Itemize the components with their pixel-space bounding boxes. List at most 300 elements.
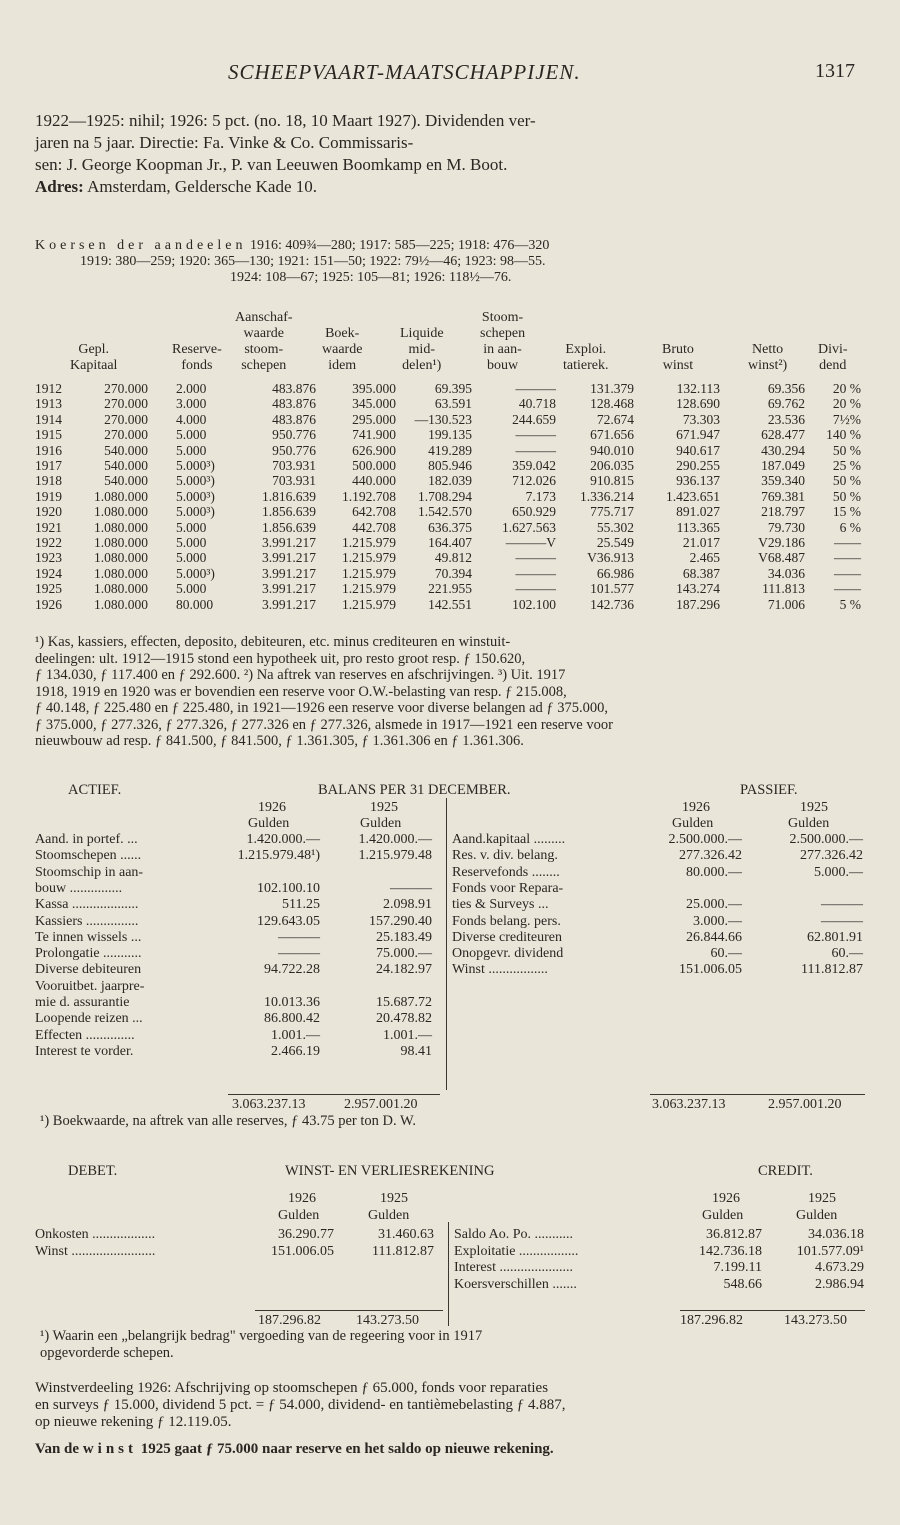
stats-cell-netto: 218.797	[761, 504, 805, 520]
col-header-aanschaf: Aanschaf- waarde stoom- schepen	[235, 310, 293, 373]
stats-cell-boekwaarde: 500.000	[352, 458, 396, 473]
stats-cell-aanschaf: 950.776	[272, 442, 316, 458]
stats-cell-kapitaal: 1.080.000	[94, 535, 148, 550]
stats-cell-kapitaal: 270.000	[104, 427, 148, 443]
stats-cell-boekwaarde: 395.000	[352, 381, 396, 396]
stats-cell-kapitaal: 270.000	[104, 396, 148, 412]
winst-note-line-2: opgevorderde schepen.	[40, 1345, 174, 1361]
stats-cell-dividend: 5 %	[839, 596, 861, 612]
winst-right-label: Saldo Ao. Po. ...........	[454, 1227, 574, 1242]
stats-cell-liquide: 182.039	[428, 473, 472, 489]
stats-cell-aanschaf: 1.856.639	[262, 519, 316, 535]
winst-right-1925: 34.036.18	[808, 1227, 864, 1242]
stats-cell-netto: 71.006	[767, 596, 805, 612]
stats-cell-year: 1926	[35, 596, 62, 612]
intro-paragraph	[35, 110, 865, 198]
winst-debet-label: DEBET.	[68, 1163, 118, 1179]
balans-left-1925: 20.478.82	[376, 1011, 432, 1027]
balans-right-1926: 2.500.000.—	[668, 832, 742, 847]
balans-right-1925: 2.500.000.—	[789, 832, 863, 847]
stats-cell-dividend: 15 %	[832, 504, 861, 520]
stats-note-line: ƒ 375.000, ƒ 277.326, ƒ 277.326, ƒ 277.326 en ƒ 277.326, alsmede in 1917—1921 een reserve voor	[35, 716, 613, 733]
stats-cell-exploitatie: V36.913	[587, 550, 634, 566]
stats-cell-netto: 69.356	[767, 381, 805, 396]
stats-cell-exploitatie: 66.986	[596, 565, 634, 581]
stats-cell-liquide: 1.708.294	[418, 488, 472, 504]
stats-cell-aanschaf: 483.876	[272, 396, 316, 412]
stats-cell-aanschaf: 1.816.639	[262, 488, 316, 504]
stats-cell-dividend: ——	[834, 565, 861, 581]
stats-cell-year: 1921	[35, 519, 62, 535]
stats-cell-boekwaarde: 442.708	[352, 519, 396, 535]
balans-left-1926: ———	[278, 946, 320, 962]
winst-right-1926: 548.66	[723, 1276, 762, 1292]
stats-cell-boekwaarde: 1.215.979	[342, 596, 396, 612]
balans-left-year1: 1926	[258, 800, 286, 815]
stats-note-line: deelingen: ult. 1912—1915 stond een hypotheek uit, pro resto groot resp. ƒ 150.620,	[35, 650, 526, 667]
balans-left-label: mie d. assurantie	[35, 995, 130, 1010]
winst-credit-label: CREDIT.	[758, 1163, 813, 1179]
stats-cell-exploitatie: 55.302	[596, 519, 634, 535]
stats-cell-year: 1922	[35, 535, 62, 550]
stats-cell-year: 1919	[35, 488, 62, 504]
stats-cell-exploitatie: 72.674	[596, 411, 634, 427]
balans-left-1925: ———	[390, 880, 432, 896]
stats-cell-kapitaal: 1.080.000	[94, 504, 148, 520]
stats-cell-aanbouw: ———	[515, 427, 556, 443]
stats-cell-year: 1915	[35, 427, 62, 443]
balans-right-unit2: Gulden	[788, 816, 830, 831]
stats-cell-liquide: 221.955	[428, 581, 472, 597]
winst-right-1925: 2.986.94	[815, 1276, 864, 1292]
balans-left-label: Vooruitbet. jaarpre-	[35, 978, 145, 994]
stats-cell-reserve: 5.000	[176, 442, 207, 458]
balans-left-1926: 10.013.36	[264, 995, 320, 1010]
balans-left-1925: 15.687.72	[376, 995, 432, 1010]
winst-right-label: Exploitatie .................	[454, 1243, 579, 1259]
stats-cell-reserve: 4.000	[176, 411, 207, 427]
koersen-values-1: 1916: 409¾—280; 1917: 585—225; 1918: 476—320	[249, 238, 550, 253]
stats-cell-boekwaarde: 741.900	[352, 427, 396, 443]
balans-right-label: Diverse crediteuren	[452, 929, 562, 945]
final-line	[35, 1441, 865, 1458]
stats-cell-reserve: 5.000³)	[176, 473, 215, 489]
stats-cell-liquide: 49.812	[434, 550, 472, 566]
stats-cell-netto: V68.487	[758, 550, 805, 566]
intro-line-3: sen: J. George Koopman Jr., P. van Leeuwen Boomkamp en M. Boot.	[35, 155, 508, 174]
winst-divider	[448, 1222, 449, 1326]
stats-cell-boekwaarde: 1.192.708	[342, 488, 396, 504]
balans-left-unit2: Gulden	[360, 816, 402, 831]
stats-cell-reserve: 3.000	[176, 396, 207, 412]
stats-cell-netto: V29.186	[758, 535, 805, 550]
stats-cell-dividend: 50 %	[832, 488, 861, 504]
balans-left-1926: 1.420.000.—	[246, 832, 320, 847]
stats-cell-reserve: 5.000³)	[176, 565, 215, 581]
stats-cell-exploitatie: 671.656	[590, 427, 634, 443]
stats-cell-dividend: 50 %	[832, 473, 861, 489]
stats-cell-netto: 34.036	[767, 565, 805, 581]
intro-line-2: jaren na 5 jaar. Directie: Fa. Vinke & Co. Commissaris-	[35, 133, 414, 152]
stats-cell-dividend: ——	[834, 581, 861, 597]
balans-left-label: Diverse debiteuren	[35, 962, 142, 978]
winst-total-right-1925: 143.273.50	[784, 1313, 847, 1328]
winstverdeeling-line-2: en surveys ƒ 15.000, dividend 5 pct. = ƒ 54.000, dividend- en tantièmebelasting ƒ 4.887,	[35, 1397, 566, 1413]
col-header-reserve: Reserve- fonds	[172, 342, 222, 373]
stats-note-line: ¹) Kas, kassiers, effecten, deposito, debiteuren, etc. minus crediteuren en winstuit-	[35, 634, 511, 650]
stats-cell-kapitaal: 1.080.000	[94, 596, 148, 612]
stats-cell-reserve: 80.000	[176, 596, 214, 612]
stats-cell-reserve: 5.000	[176, 550, 207, 566]
balans-left-1925: 1.420.000.—	[358, 832, 432, 847]
col-header-kapitaal: Gepl. Kapitaal	[70, 342, 118, 373]
stats-cell-liquide: 199.135	[428, 427, 472, 443]
col-header-boekwaarde: Boek- waarde idem	[322, 326, 363, 373]
stats-cell-bruto: 891.027	[676, 504, 720, 520]
balans-left-1926: ———	[278, 929, 320, 945]
balans-right-year1: 1926	[682, 800, 710, 815]
adres-line	[35, 176, 865, 198]
stats-cell-year: 1918	[35, 473, 62, 489]
balans-left-1926: 1.215.979.48¹)	[237, 848, 320, 864]
balans-right-unit1: Gulden	[672, 816, 714, 831]
balans-right-year2: 1925	[800, 800, 828, 815]
stats-cell-exploitatie: 775.717	[590, 504, 634, 520]
koersen-line-2: 1919: 380—259; 1920: 365—130; 1921: 151—50; 1922: 79½—46; 1923: 98—55.	[80, 254, 546, 269]
balans-left-label: bouw ...............	[35, 880, 123, 896]
balans-left-label: Effecten ..............	[35, 1027, 135, 1043]
balans-note: ¹) Boekwaarde, na aftrek van alle reserves, ƒ 43.75 per ton D. W.	[40, 1113, 416, 1129]
winst-right-label: Interest .....................	[454, 1260, 573, 1275]
balans-left-1925: 1.215.979.48	[358, 848, 432, 864]
balans-left-1925: 157.290.40	[369, 913, 432, 929]
stats-cell-bruto: 132.113	[676, 381, 720, 396]
stats-cell-dividend: 50 %	[832, 442, 861, 458]
balans-right-1925: 111.812.87	[801, 962, 863, 978]
winst-left-label: Onkosten ..................	[35, 1227, 156, 1242]
stats-cell-bruto: 2.465	[689, 550, 720, 566]
balans-left-total-rule	[228, 1094, 440, 1095]
stats-cell-exploitatie: 206.035	[590, 458, 634, 473]
stats-cell-exploitatie: 940.010	[590, 442, 634, 458]
stats-cell-liquide: 419.289	[428, 442, 472, 458]
winst-total-left-1926: 187.296.82	[258, 1313, 321, 1328]
stats-cell-aanbouw: 650.929	[512, 504, 556, 520]
balans-right-1926: 25.000.—	[686, 897, 742, 913]
balans-right-label: Aand.kapitaal .........	[452, 832, 566, 847]
page-number: 1317	[815, 60, 855, 82]
balans-left-1925: 2.098.91	[383, 897, 432, 913]
balans-left-1925: 1.001.—	[383, 1027, 432, 1043]
stats-notes	[35, 634, 865, 750]
stats-cell-liquide: 69.395	[434, 381, 472, 396]
balans-left-1926: 129.643.05	[257, 913, 320, 929]
stats-cell-liquide: —130.523	[414, 411, 472, 427]
balans-left-label: Kassa ...................	[35, 897, 139, 913]
stats-cell-aanbouw: 7.173	[525, 488, 556, 504]
stats-cell-aanbouw: 102.100	[512, 596, 556, 612]
winstverdeeling-line-3: op nieuwe rekening ƒ 12.119.05.	[35, 1414, 232, 1430]
stats-cell-aanschaf: 950.776	[272, 427, 316, 443]
stats-cell-aanschaf: 483.876	[272, 381, 316, 396]
stats-cell-reserve: 5.000³)	[176, 458, 215, 473]
stats-cell-exploitatie: 142.736	[590, 596, 634, 612]
stats-cell-bruto: 1.423.651	[666, 488, 720, 504]
winst-right-year2: 1925	[808, 1191, 836, 1206]
stats-cell-dividend: 7½%	[832, 411, 861, 427]
stats-cell-aanbouw: 244.659	[512, 411, 556, 427]
stats-cell-dividend: 140 %	[826, 427, 861, 443]
stats-cell-exploitatie: 131.379	[590, 381, 634, 396]
winst-total-right-1926: 187.296.82	[680, 1313, 743, 1328]
stats-cell-boekwaarde: 1.215.979	[342, 581, 396, 597]
stats-note-line: ƒ 40.148, ƒ 225.480 en ƒ 225.480, in 1921—1926 een reserve voor diverse belangen ad ƒ 375.000,	[35, 700, 609, 716]
stats-cell-aanschaf: 3.991.217	[262, 565, 316, 581]
stats-note-line: ƒ 134.030, ƒ 117.400 en ƒ 292.600. ²) Na aftrek van reserves en afschrijvingen. ³) Uit. 1917	[35, 667, 566, 683]
stats-cell-kapitaal: 540.000	[104, 442, 148, 458]
balans-left-1926: 102.100.10	[257, 880, 320, 896]
winst-total-left-1925: 143.273.50	[356, 1313, 419, 1328]
balans-left-label: Stoomschepen ......	[35, 848, 142, 864]
balans-right-label: Onopgevr. dividend	[452, 946, 564, 962]
balans-left-label: Stoomschip in aan-	[35, 864, 144, 880]
stats-cell-aanbouw: ———	[515, 550, 556, 566]
stats-cell-dividend: ——	[834, 535, 861, 550]
balans-left-1925: 25.183.49	[376, 929, 432, 945]
col-header-aanbouw: Stoom- schepen in aan- bouw	[480, 310, 526, 373]
adres-value: Amsterdam, Geldersche Kade 10.	[87, 177, 317, 196]
stats-cell-aanbouw: 359.042	[512, 458, 556, 473]
balans-right-1926: 60.—	[710, 946, 742, 962]
winst-note-line-1: ¹) Waarin een „belangrijk bedrag" vergoeding van de regeering voor in 1917	[40, 1328, 483, 1344]
stats-cell-dividend: 20 %	[832, 381, 861, 396]
winst-left-1925: 111.812.87	[372, 1243, 434, 1259]
stats-cell-aanbouw: ———	[515, 581, 556, 597]
stats-cell-exploitatie: 128.468	[590, 396, 634, 412]
balans-right-1925: 60.—	[831, 946, 863, 962]
stats-cell-boekwaarde: 345.000	[352, 396, 396, 412]
koersen-line-3: 1924: 108—67; 1925: 105—81; 1926: 118½—76.	[230, 270, 512, 285]
stats-note-line: 1918, 1919 en 1920 was er bovendien een reserve voor O.W.-belasting van resp. ƒ 215.008,	[35, 683, 567, 700]
stats-cell-kapitaal: 540.000	[104, 458, 148, 473]
balans-actief-label: ACTIEF.	[68, 782, 122, 798]
stats-cell-year: 1913	[35, 396, 62, 412]
koersen-label: Koersen der aandeelen	[35, 238, 247, 253]
balans-left-1925: 24.182.97	[376, 962, 432, 978]
stats-cell-year: 1925	[35, 581, 62, 597]
stats-cell-aanbouw: ———V	[505, 535, 556, 550]
stats-cell-reserve: 5.000³)	[176, 504, 215, 520]
stats-cell-netto: 628.477	[761, 427, 805, 443]
winst-left-1926: 36.290.77	[278, 1227, 334, 1242]
winst-right-1925: 4.673.29	[815, 1260, 864, 1275]
stats-cell-aanbouw: ———	[515, 442, 556, 458]
winst-right-1926: 142.736.18	[699, 1243, 762, 1259]
stats-cell-bruto: 143.274	[676, 581, 720, 597]
stats-cell-boekwaarde: 1.215.979	[342, 565, 396, 581]
stats-cell-kapitaal: 540.000	[104, 473, 148, 489]
stats-cell-liquide: 63.591	[434, 396, 472, 412]
winst-left-1925: 31.460.63	[378, 1227, 434, 1242]
balans-right-label: Winst .................	[452, 962, 548, 978]
balans-total-right-1926: 3.063.237.13	[652, 1097, 726, 1112]
balans-total-left-1925: 2.957.001.20	[344, 1097, 418, 1112]
stats-cell-netto: 769.381	[761, 488, 805, 504]
stats-cell-aanbouw: 40.718	[518, 396, 556, 412]
stats-cell-reserve: 5.000	[176, 427, 207, 443]
stats-cell-aanschaf: 703.931	[272, 473, 316, 489]
balans-left-1925: 75.000.—	[376, 946, 432, 962]
stats-cell-netto: 111.813	[762, 581, 805, 597]
stats-cell-aanbouw: 712.026	[512, 473, 556, 489]
stats-cell-bruto: 68.387	[682, 565, 720, 581]
balans-left-label: Loopende reizen ...	[35, 1011, 143, 1027]
stats-cell-reserve: 5.000	[176, 519, 207, 535]
stats-cell-year: 1917	[35, 458, 62, 473]
balans-right-1925: 62.801.91	[807, 929, 863, 945]
stats-cell-aanschaf: 3.991.217	[262, 550, 316, 566]
winst-right-unit2: Gulden	[796, 1208, 838, 1223]
stats-cell-liquide: 1.542.570	[418, 504, 472, 520]
balans-left-label: Interest te vorder.	[35, 1043, 134, 1059]
winst-left-year1: 1926	[288, 1191, 316, 1206]
stats-cell-boekwaarde: 642.708	[352, 504, 396, 520]
stats-cell-bruto: 73.303	[682, 411, 720, 427]
balans-left-1926: 511.25	[282, 897, 320, 913]
stats-cell-aanbouw: ———	[515, 381, 556, 396]
col-header-liquide: Liquide mid- delen¹)	[400, 326, 444, 373]
balans-right-1926: 26.844.66	[686, 929, 742, 945]
balans-left-label: Aand. in portef. ...	[35, 832, 138, 847]
winst-right-label: Koersverschillen .......	[454, 1276, 577, 1292]
balans-left-1926: 2.466.19	[271, 1043, 320, 1059]
balans-right-label: Reservefonds ........	[452, 864, 560, 880]
balans-left-1926: 1.001.—	[271, 1027, 320, 1043]
balans-left-1926: 86.800.42	[264, 1011, 320, 1027]
winst-right-1926: 36.812.87	[706, 1227, 762, 1242]
stats-cell-year: 1912	[35, 381, 62, 396]
balans-right-1925: ———	[821, 913, 863, 929]
stats-cell-exploitatie: 25.549	[596, 535, 634, 550]
balans-left-label: Kassiers ...............	[35, 913, 139, 929]
balans-left-unit1: Gulden	[248, 816, 290, 831]
stats-cell-reserve: 2.000	[176, 381, 207, 396]
balans-right-1926: 277.326.42	[679, 848, 742, 864]
col-header-netto: Netto winst²)	[748, 342, 788, 373]
stats-cell-kapitaal: 1.080.000	[94, 581, 148, 597]
stats-cell-aanschaf: 483.876	[272, 411, 316, 427]
koersen-block	[35, 238, 865, 286]
winst-left-unit1: Gulden	[278, 1208, 320, 1223]
balans-right-label: ties & Surveys ...	[452, 897, 549, 913]
stats-cell-year: 1923	[35, 550, 62, 566]
winstverdeeling-paragraph	[35, 1380, 865, 1431]
stats-cell-kapitaal: 270.000	[104, 381, 148, 396]
stats-cell-aanschaf: 3.991.217	[262, 581, 316, 597]
winst-title: WINST- EN VERLIESREKENING	[285, 1163, 495, 1179]
balans-right-1925: ———	[821, 897, 863, 913]
stats-cell-liquide: 164.407	[428, 535, 472, 550]
stats-cell-kapitaal: 1.080.000	[94, 519, 148, 535]
stats-cell-aanschaf: 1.856.639	[262, 504, 316, 520]
balans-right-1925: 277.326.42	[800, 848, 863, 864]
stats-cell-kapitaal: 270.000	[104, 411, 148, 427]
stats-cell-kapitaal: 1.080.000	[94, 550, 148, 566]
balans-right-1926: 151.006.05	[679, 962, 742, 978]
winst-left-total-rule	[255, 1310, 443, 1311]
stats-cell-year: 1914	[35, 411, 62, 427]
stats-cell-bruto: 113.365	[676, 519, 720, 535]
stats-cell-bruto: 21.017	[682, 535, 720, 550]
stats-cell-boekwaarde: 626.900	[352, 442, 396, 458]
stats-cell-aanbouw: 1.627.563	[502, 519, 556, 535]
balans-passief-label: PASSIEF.	[740, 782, 798, 798]
stats-cell-exploitatie: 910.815	[590, 473, 634, 489]
stats-cell-liquide: 70.394	[434, 565, 472, 581]
winst-right-total-rule	[680, 1310, 865, 1311]
winst-left-unit2: Gulden	[368, 1208, 410, 1223]
stats-cell-netto: 23.536	[767, 411, 805, 427]
stats-cell-year: 1920	[35, 504, 62, 520]
winstverdeeling-line-1: Winstverdeeling 1926: Afschrijving op stoomschepen ƒ 65.000, fonds voor reparaties	[35, 1380, 549, 1396]
balans-right-1926: 80.000.—	[686, 864, 742, 880]
stats-cell-dividend: 6 %	[839, 519, 861, 535]
stats-cell-bruto: 940.617	[676, 442, 720, 458]
stats-cell-netto: 430.294	[761, 442, 805, 458]
stats-cell-bruto: 936.137	[676, 473, 720, 489]
stats-cell-year: 1924	[35, 565, 62, 581]
page-header-title: SCHEEPVAART-MAATSCHAPPIJEN.	[228, 60, 581, 84]
stats-cell-aanschaf: 3.991.217	[262, 535, 316, 550]
stats-note-line: nieuwbouw ad resp. ƒ 841.500, ƒ 841.500, ƒ 1.361.305, ƒ 1.361.306 en ƒ 1.361.306.	[35, 733, 524, 749]
balans-left-year2: 1925	[370, 800, 398, 815]
stats-cell-aanschaf: 3.991.217	[262, 596, 316, 612]
stats-cell-liquide: 636.375	[428, 519, 472, 535]
stats-cell-liquide: 142.551	[428, 596, 472, 612]
stats-cell-year: 1916	[35, 442, 62, 458]
stats-cell-reserve: 5.000	[176, 581, 207, 597]
winst-right-unit1: Gulden	[702, 1208, 744, 1223]
stats-cell-bruto: 187.296	[676, 596, 720, 612]
stats-cell-kapitaal: 1.080.000	[94, 488, 148, 504]
stats-cell-kapitaal: 1.080.000	[94, 565, 148, 581]
stats-cell-dividend: 20 %	[832, 396, 861, 412]
balans-right-1925: 5.000.—	[814, 864, 863, 880]
stats-cell-liquide: 805.946	[428, 458, 472, 473]
stats-cell-exploitatie: 101.577	[590, 581, 634, 597]
final-rest: 1925 gaat ƒ 75.000 naar reserve en het saldo op nieuwe rekening.	[140, 1441, 554, 1457]
final-prefix: Van de	[35, 1441, 80, 1457]
intro-line-1: 1922—1925: nihil; 1926: 5 pct. (no. 18, 10 Maart 1927). Dividenden ver-	[35, 111, 536, 130]
stats-cell-boekwaarde: 295.000	[352, 411, 396, 427]
winst-left-year2: 1925	[380, 1191, 408, 1206]
stats-cell-reserve: 5.000	[176, 535, 207, 550]
stats-cell-exploitatie: 1.336.214	[580, 488, 634, 504]
stats-cell-dividend: ——	[834, 550, 861, 566]
balans-right-1926: 3.000.—	[693, 913, 742, 929]
stats-cell-bruto: 128.690	[676, 396, 720, 412]
final-spaced-word: winst	[82, 1441, 137, 1457]
stats-cell-boekwaarde: 440.000	[352, 473, 396, 489]
stats-cell-dividend: 25 %	[832, 458, 861, 473]
adres-label: Adres:	[35, 177, 84, 196]
stats-cell-bruto: 671.947	[676, 427, 720, 443]
balans-right-label: Fonds belang. pers.	[452, 913, 561, 929]
stats-cell-aanbouw: ———	[515, 565, 556, 581]
koersen-line-1	[35, 238, 865, 254]
balans-right-total-rule	[650, 1094, 865, 1095]
col-header-dividend: Divi- dend	[818, 342, 848, 373]
